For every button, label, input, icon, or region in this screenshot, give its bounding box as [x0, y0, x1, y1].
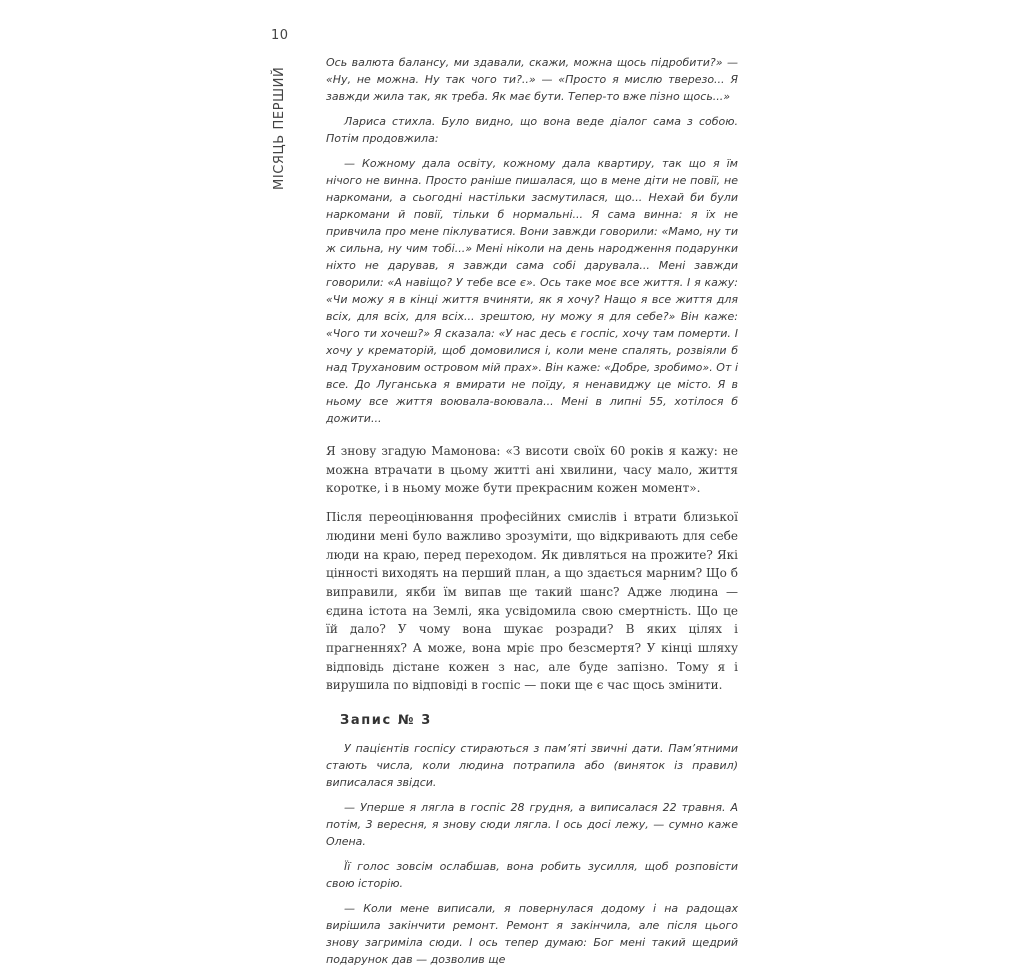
quote-paragraph: Ось валюта балансу, ми здавали, скажи, можна щось підробити?» — «Ну, не можна. Ну так чого ти?..» — «Просто я мислю тверезо... Я завжди жила так, як треба. Як має бути. Тепер-то вже пізно щось...»: [326, 56, 738, 103]
section-heading: Запис № 3: [340, 713, 432, 729]
quote-paragraph: — Уперше я лягла в госпіс 28 грудня, а виписалася 22 травня. А потім, 3 вересня, я знову сюди лягла. І ось досі лежу, — сумно каже Олена.: [326, 801, 738, 849]
quote-paragraph: Її голос зовсім ослабшав, вона робить зусилля, щоб розповісти свою історію.: [326, 860, 738, 891]
running-header: [270, 62, 288, 202]
quote-paragraph: — Кожному дала освіту, кожному дала квартиру, так що я їм нічого не винна. Просто раніше пишалася, що в мене діти не повії, не наркомани, а сьогодні настільки засмутилася, що... Нехай би були наркомани й повії, тільки б нормальні... Я сама винна: я їх не привчила про мене піклуватися. Вони завжди говорили: «Мамо, ну ти ж сильна, ну чим тобі...» Мені ніколи на день народження подарунки ніхто не дарував, я завжди сама собі дарувала... Мені завжди говорили: «А навіщо? У тебе все є». Ось таке моє все життя. І я кажу: «Чи можу я в кінці життя вчиняти, як я хочу? Нащо я все життя для всіх, для всіх, для всіх... зрештою, ну можу я для себе?» Він каже: «Чого ти хочеш?» Я сказала: «У нас десь є госпіс, хочу там померти. І хочу у крематорій, щоб домовилися і, коли мене спалять, розвіяли б над Трухановим островом мій прах». Він каже: «Добре, зробимо». От і все. До Луганська я вмирати не поїду, я ненавиджу це місто. Я в ньому все життя воювала-воювала... Мені в липні 55, хотілося б дожити...: [326, 157, 738, 425]
quote-paragraph: Лариса стихла. Було видно, що вона веде діалог сама з собою. Потім продовжила:: [326, 115, 738, 145]
running-header-text: МІСЯЦЬ ПЕРШИЙ: [272, 66, 287, 190]
quote-paragraph: — Коли мене виписали, я повернулася додому і на радощах вирішила закінчити ремонт. Ремонт я закінчила, але після цього знову загриміла сюди. І ось тепер думаю: Бог мені такий щедрий подарунок дав — дозволив ще: [326, 902, 738, 967]
body-paragraph: Після переоцінювання професійних смислів і втрати близької людини мені було важливо зрозуміти, що відкривають для себе люди на краю, перед переходом. Як дивляться на прожите? Які цінності виходять на перший план, а що здається марним? Що б виправили, якби їм випав ще такий шанс? Адже людина — єдина істота на Землі, яка усвідомила свою смертність. Що це їй дало? У чому вона шукає розради? В яких цілях і прагненнях? А може, вона мріє про безсмертя? У кінці шляху відповідь дістане кожен з нас, але буде запізно. Тому я і вирушила по відповіді в госпіс — поки ще є час щось змінити.: [326, 510, 738, 693]
page-content: [326, 54, 738, 968]
quote-paragraph: У пацієнтів госпісу стираються з пам’яті звичні дати. Пам’ятними стають числа, коли людина потрапила або (виняток із правил) виписалася звідси.: [326, 742, 738, 790]
page-number: 10: [271, 28, 289, 43]
body-paragraph: Я знову згадую Мамонова: «З висоти своїх 60 років я кажу: не можна втрачати в цьому житті ані хвилини, часу мало, життя коротке, і в ньому може бути прекрасним кожен момент».: [326, 444, 738, 496]
